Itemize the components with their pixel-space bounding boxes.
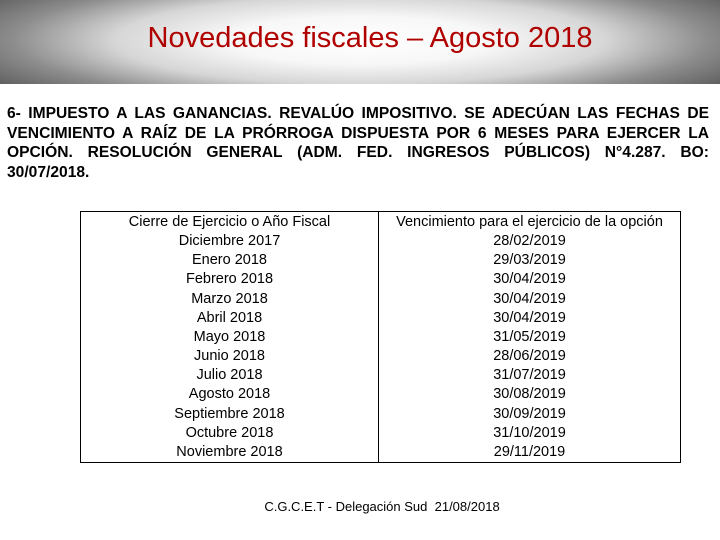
table-row <box>81 270 681 289</box>
fiscal-year-close-cell: Noviembre 2018 <box>81 443 379 463</box>
table-row <box>81 309 681 328</box>
table-row <box>81 347 681 366</box>
deadline-date-cell: 28/06/2019 <box>493 348 566 365</box>
table-row <box>81 251 681 270</box>
column-header-fiscal-year-close: Cierre de Ejercicio o Año Fiscal <box>81 212 379 233</box>
deadline-date-cell: 30/04/2019 <box>493 309 566 326</box>
news-item-paragraph: 6- IMPUESTO A LAS GANANCIAS. REVALÚO IMPOSITIVO. SE ADECÚAN LAS FECHAS DE VENCIMIENTO A RAÍZ DE LA PRÓRROGA DISPUESTA POR 6 MESES PARA EJERCER LA OPCIÓN. RESOLUCIÓN GENERAL (ADM. FED. INGRESOS PÚBLICOS) N°4.287. BO: 30/07/2018. <box>7 105 709 181</box>
fiscal-year-close-cell: Agosto 2018 <box>81 385 379 404</box>
table-row <box>81 328 681 347</box>
fiscal-year-close-cell: Febrero 2018 <box>81 270 379 289</box>
deadline-date-cell: 30/08/2019 <box>493 386 566 403</box>
deadline-date-cell: 30/09/2019 <box>493 405 566 422</box>
fiscal-year-close-cell: Marzo 2018 <box>81 290 379 309</box>
fiscal-year-close-cell: Mayo 2018 <box>81 328 379 347</box>
deadline-date-cell: 30/04/2019 <box>493 290 566 307</box>
fiscal-year-close-cell: Enero 2018 <box>81 251 379 270</box>
fiscal-year-close-cell: Julio 2018 <box>81 366 379 385</box>
table-row <box>81 366 681 385</box>
slide-title: Novedades fiscales – Agosto 2018 <box>147 22 593 54</box>
deadline-date-cell: 30/04/2019 <box>493 271 566 288</box>
fiscal-year-close-cell: Abril 2018 <box>81 309 379 328</box>
deadline-date-cell: 31/10/2019 <box>493 424 566 441</box>
table-row <box>81 290 681 309</box>
deadline-table <box>80 211 681 463</box>
table-row <box>81 424 681 443</box>
fiscal-year-close-cell: Septiembre 2018 <box>81 405 379 424</box>
fiscal-year-close-cell: Junio 2018 <box>81 347 379 366</box>
table-row <box>81 405 681 424</box>
deadline-date-cell: 28/02/2019 <box>493 233 566 250</box>
deadline-date-cell: 31/05/2019 <box>493 328 566 345</box>
table-row <box>81 443 681 463</box>
column-header-option-deadline: Vencimiento para el ejercicio de la opción <box>396 214 663 230</box>
table-header-row <box>81 212 681 233</box>
deadline-date-cell: 31/07/2019 <box>493 367 566 384</box>
table-body <box>81 232 681 462</box>
fiscal-year-close-cell: Octubre 2018 <box>81 424 379 443</box>
fiscal-year-close-cell: Diciembre 2017 <box>81 232 379 251</box>
deadline-date-cell: 29/11/2019 <box>493 443 566 460</box>
deadline-date-cell: 29/03/2019 <box>493 252 566 269</box>
footer-text: C.G.C.E.T - Delegación Sud 21/08/2018 <box>264 499 500 514</box>
table-row <box>81 232 681 251</box>
table-row <box>81 385 681 404</box>
